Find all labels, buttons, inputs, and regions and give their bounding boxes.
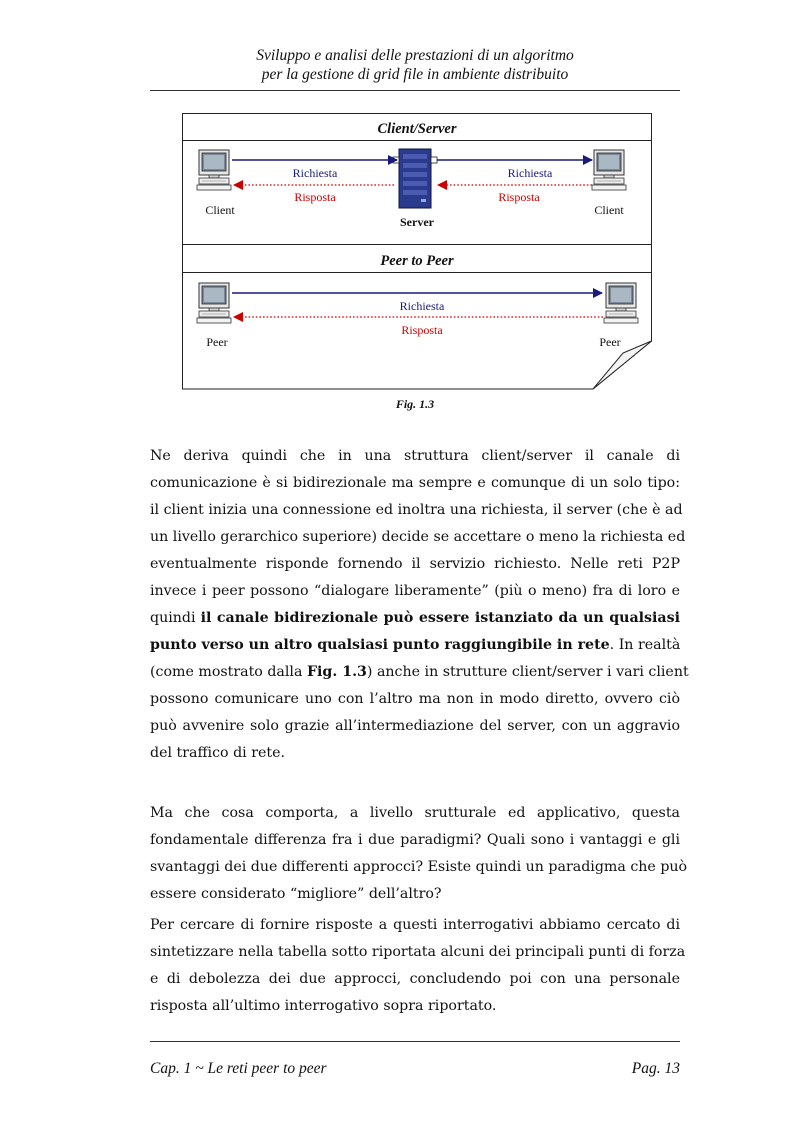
footer-chapter: Cap. 1 ~ Le reti peer to peer (150, 1060, 327, 1077)
client-left-label: Client (205, 203, 235, 217)
p1-line-11: può avvenire solo grazie all’intermediazione del server, con un aggravio (150, 718, 680, 734)
p1-line-9-text-a: (come mostrato dalla (150, 664, 303, 680)
p2p-response-label: Risposta (401, 323, 443, 337)
p1-line-9-figref: Fig. 1.3 (306, 664, 367, 680)
peer-right-label: Peer (599, 335, 621, 349)
p1-line-1: Ne deriva quindi che in una struttura client/server il canale di (150, 448, 680, 464)
p3-line-2: sintetizzare nella tabella sotto riportata alcuni dei principali punti di forza (150, 944, 686, 960)
footer-page-number: Pag. 13 (631, 1060, 680, 1077)
figure-caption: Fig. 1.3 (395, 397, 435, 411)
p2-line-3: svantaggi dei due differenti approcci? Esiste quindi un paradigma che può (150, 859, 688, 875)
server-icon (393, 149, 437, 208)
cs-response-label-right: Risposta (498, 190, 540, 204)
peer-left-label: Peer (206, 335, 228, 349)
peer-left-icon (197, 283, 231, 323)
paragraph-1 (150, 443, 689, 767)
p1-line-8-text: . In realtà (609, 637, 681, 653)
p1-line-5: eventualmente risponde fornendo il servizio richiesto. Nelle reti P2P (150, 556, 680, 572)
header-rule (150, 90, 680, 91)
p3-line-3: e di debolezza dei due approcci, concludendo poi con una personale (150, 971, 680, 987)
paragraph-3 (150, 912, 686, 1020)
peer-right-icon (604, 283, 638, 323)
cs-response-label-left: Risposta (294, 190, 336, 204)
p2-line-2: fondamentale differenza fra i due paradigmi? Quali sono i vantaggi e gli (150, 832, 680, 848)
client-left-icon (197, 150, 231, 190)
p1-line-7-text: quindi (150, 610, 196, 626)
cs-request-label-left: Richiesta (292, 166, 338, 180)
cs-request-label-right: Richiesta (507, 166, 553, 180)
p1-line-8 (150, 632, 680, 659)
p1-line-9-text-c: ) anche in strutture client/server i vari client (366, 664, 689, 680)
figure-1-3 (182, 113, 652, 395)
p1-line-6: invece i peer possono “dialogare liberamente” (più o meno) fra di loro e (150, 583, 680, 599)
header-line-2: per la gestione di grid file in ambiente distribuito (261, 66, 569, 83)
running-header (150, 46, 680, 84)
p2p-title: Peer to Peer (380, 253, 454, 269)
p1-line-12: del traffico di rete. (150, 745, 285, 761)
p1-line-9 (150, 659, 689, 686)
p2-line-1: Ma che cosa comporta, a livello srutturale ed applicativo, questa (150, 805, 680, 821)
client-right-icon (592, 150, 626, 190)
p1-line-10: possono comunicare uno con l’altro ma non in modo diretto, ovvero ciò (150, 691, 680, 707)
client-right-label: Client (594, 203, 624, 217)
cs-title: Client/Server (377, 121, 457, 137)
header-line-1: Sviluppo e analisi delle prestazioni di un algoritmo (256, 47, 574, 64)
server-label: Server (400, 215, 434, 229)
p1-line-7-bold: il canale bidirezionale può essere istanziato da un qualsiasi (200, 610, 680, 626)
p1-line-4: un livello gerarchico superiore) decide se accettare o meno la richiesta ed (150, 529, 686, 545)
p2-line-4: essere considerato “migliore” dell’altro? (150, 886, 442, 902)
p1-line-2: comunicazione è si bidirezionale ma sempre e comunque di un solo tipo: (150, 475, 680, 491)
footer-rule (150, 1041, 680, 1042)
p2p-request-label: Richiesta (399, 299, 445, 313)
p1-line-7 (150, 605, 680, 632)
p3-line-1: Per cercare di fornire risposte a questi interrogativi abbiamo cercato di (150, 917, 680, 933)
p3-line-4: risposta all’ultimo interrogativo sopra riportato. (150, 998, 497, 1014)
paragraph-2 (150, 800, 688, 908)
p1-line-3: il client inizia una connessione ed inoltra una richiesta, il server (che è ad (150, 502, 683, 518)
p1-line-8-bold: punto verso un altro qualsiasi punto raggiungibile in rete (150, 637, 610, 653)
